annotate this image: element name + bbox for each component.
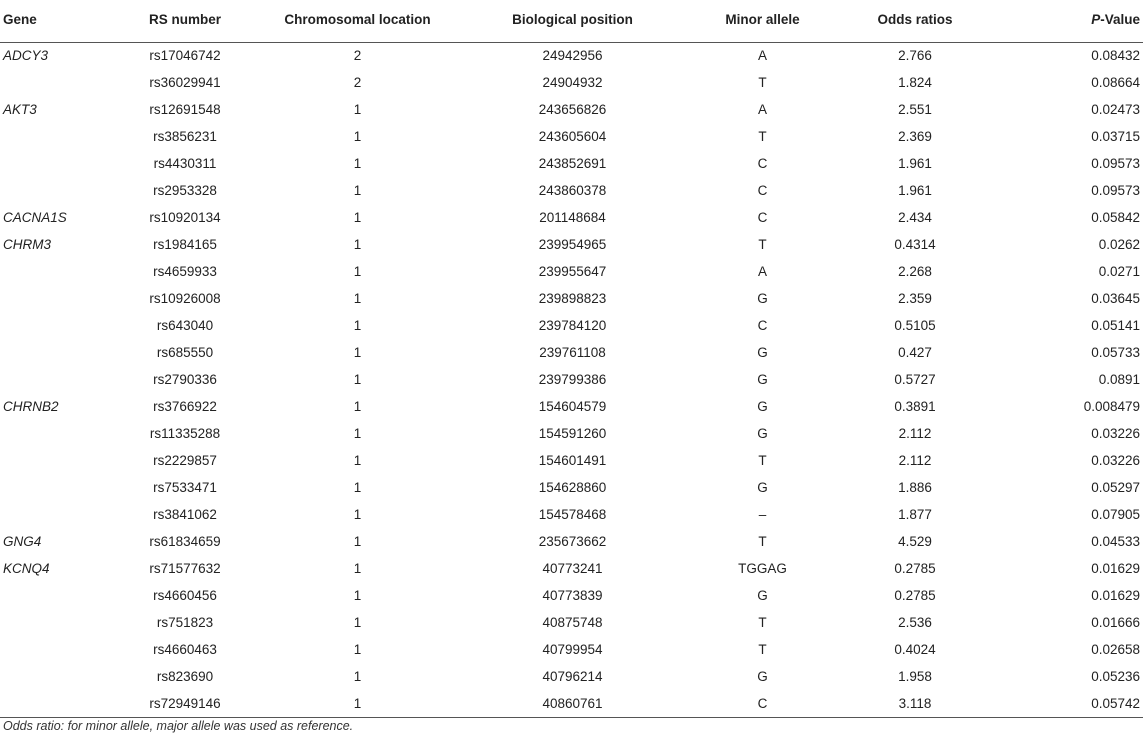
cell-biological-position: 239784120 (538, 318, 607, 333)
cell-minor-allele: G (757, 399, 768, 414)
cell-minor-allele: TGGAG (738, 561, 787, 576)
cell-minor-allele: T (758, 534, 767, 549)
cell-rs-number: rs72949146 (110, 690, 260, 717)
cell-minor-allele: G (757, 345, 768, 360)
cell-chromosomal-location: 1 (353, 426, 362, 441)
cell-chromosomal-location: 1 (353, 642, 362, 657)
table-row (0, 339, 1143, 366)
cell-rs-number: rs3841062 (153, 507, 217, 522)
table-row (0, 285, 1143, 312)
table-row (0, 69, 1143, 96)
cell-chromosomal-location: 1 (353, 102, 362, 117)
cell-odds-ratio: 0.4314 (894, 237, 936, 252)
cell-minor-allele: T (758, 237, 767, 252)
cell-chromosomal-location: 1 (353, 534, 362, 549)
cell-minor-allele: A (757, 264, 767, 279)
cell-p-value: 0.08432 (1091, 48, 1140, 64)
cell-odds-ratio: 2.369 (898, 129, 932, 144)
cell-biological-position: 239898823 (538, 291, 607, 306)
cell-chromosomal-location: 1 (353, 372, 362, 387)
cell-rs-number: rs71577632 (149, 561, 221, 576)
cell-rs-number: rs751823 (156, 615, 214, 630)
cell-p-value: 0.03226 (1091, 453, 1140, 468)
cell-minor-allele: G (757, 291, 768, 306)
cell-gene (0, 447, 110, 474)
header-minor-allele: Minor allele (690, 8, 835, 42)
cell-odds-ratio: 0.4024 (894, 642, 936, 657)
cell-chromosomal-location: 1 (353, 264, 362, 279)
table-row (0, 150, 1143, 177)
cell-biological-position: 40875748 (542, 615, 603, 630)
cell-p-value: 0.02473 (1091, 102, 1140, 117)
table-row (0, 501, 1143, 528)
cell-minor-allele: G (757, 426, 768, 441)
cell-biological-position: 239761108 (539, 345, 606, 360)
cell-biological-position: 154591260 (538, 426, 607, 441)
cell-p-value: 0.05733 (1091, 345, 1140, 360)
cell-gene: CACNA1S (3, 210, 67, 225)
cell-rs-number: rs643040 (156, 318, 214, 333)
cell-chromosomal-location: 1 (353, 183, 362, 198)
table-row (0, 420, 1143, 447)
cell-minor-allele: C (757, 210, 768, 225)
cell-biological-position: 40796214 (542, 669, 603, 684)
cell-odds-ratio: 1.824 (898, 75, 932, 90)
cell-gene (0, 636, 110, 663)
cell-chromosomal-location: 1 (353, 588, 362, 603)
cell-biological-position: 239955647 (538, 264, 607, 279)
table-row (0, 312, 1143, 339)
cell-chromosomal-location: 2 (353, 48, 362, 64)
cell-rs-number: rs685550 (156, 345, 214, 360)
cell-biological-position: 243605604 (538, 129, 607, 144)
cell-rs-number: rs2790336 (153, 372, 217, 387)
cell-odds-ratio: 2.551 (898, 102, 932, 117)
cell-chromosomal-location: 1 (353, 399, 362, 414)
cell-gene (0, 366, 110, 393)
cell-chromosomal-location: 1 (353, 345, 362, 360)
cell-p-value: 0.03645 (1091, 291, 1140, 306)
cell-minor-allele: C (757, 156, 768, 171)
cell-minor-allele: G (757, 372, 768, 387)
cell-p-value: 0.05141 (1091, 318, 1140, 333)
cell-rs-number: rs10920134 (149, 210, 221, 225)
cell-minor-allele: C (690, 690, 835, 717)
cell-gene: GNG4 (3, 534, 42, 549)
table-row (0, 177, 1143, 204)
cell-rs-number: rs10926008 (149, 291, 221, 306)
table-body (0, 42, 1143, 717)
cell-odds-ratio: 2.112 (898, 453, 932, 468)
cell-chromosomal-location: 1 (353, 210, 362, 225)
cell-biological-position: 40860761 (455, 690, 690, 717)
cell-minor-allele: – (758, 507, 767, 522)
cell-chromosomal-location: 1 (353, 129, 362, 144)
cell-chromosomal-location: 2 (353, 75, 362, 90)
cell-p-value: 0.05297 (1091, 480, 1140, 495)
cell-rs-number: rs2953328 (153, 183, 217, 198)
table-row (0, 474, 1143, 501)
cell-gene (0, 663, 110, 690)
cell-biological-position: 239799386 (538, 372, 607, 387)
cell-biological-position: 243656826 (538, 102, 607, 117)
cell-biological-position: 24904932 (542, 75, 603, 90)
cell-chromosomal-location: 1 (353, 480, 362, 495)
cell-biological-position: 24942956 (542, 48, 603, 64)
table-row (0, 555, 1143, 582)
cell-gene (0, 285, 110, 312)
cell-rs-number: rs4660456 (153, 588, 217, 603)
cell-p-value: 0.09573 (1091, 183, 1140, 198)
cell-gene: CHRNB2 (3, 399, 59, 414)
cell-biological-position: 154628860 (538, 480, 607, 495)
header-p-italic: P (1091, 12, 1101, 27)
cell-chromosomal-location: 1 (353, 237, 362, 252)
cell-gene (0, 177, 110, 204)
header-rs-number: RS number (110, 8, 260, 42)
cell-odds-ratio: 0.5727 (894, 372, 936, 387)
table-row (0, 393, 1143, 420)
cell-gene (0, 609, 110, 636)
cell-rs-number: rs61834659 (149, 534, 221, 549)
cell-p-value: 0.0262 (1098, 237, 1140, 252)
cell-odds-ratio: 1.961 (898, 183, 932, 198)
table-row (0, 663, 1143, 690)
cell-gene (0, 420, 110, 447)
header-biological-position: Biological position (455, 8, 690, 42)
cell-biological-position: 243860378 (538, 183, 607, 198)
cell-rs-number: rs4659933 (153, 264, 217, 279)
cell-biological-position: 40773241 (542, 561, 603, 576)
cell-rs-number: rs4660463 (153, 642, 217, 657)
table-row (0, 204, 1143, 231)
cell-odds-ratio: 2.359 (898, 291, 932, 306)
cell-odds-ratio: 1.958 (898, 669, 932, 684)
cell-gene (0, 501, 110, 528)
cell-rs-number: rs36029941 (149, 75, 221, 90)
table-row (0, 96, 1143, 123)
cell-p-value: 0.05236 (1091, 669, 1140, 684)
cell-rs-number: rs7533471 (153, 480, 217, 495)
table-row (0, 447, 1143, 474)
cell-biological-position: 235673662 (538, 534, 607, 549)
cell-p-value: 0.01629 (1091, 561, 1140, 576)
cell-odds-ratio: 2.112 (898, 426, 932, 441)
cell-minor-allele: G (757, 669, 768, 684)
cell-minor-allele: C (757, 183, 768, 198)
cell-minor-allele: T (758, 75, 767, 90)
cell-p-value: 0.0891 (1098, 372, 1140, 387)
cell-gene (0, 123, 110, 150)
cell-p-value: 0.07905 (1091, 507, 1140, 522)
table-row (0, 366, 1143, 393)
cell-biological-position: 40799954 (542, 642, 603, 657)
cell-biological-position: 40773839 (542, 588, 603, 603)
cell-biological-position: 243852691 (538, 156, 607, 171)
table-row (0, 690, 1143, 717)
cell-rs-number: rs823690 (156, 669, 214, 684)
cell-p-value: 0.01629 (1091, 588, 1140, 603)
table-row (0, 258, 1143, 285)
cell-minor-allele: C (757, 318, 768, 333)
table-row (0, 231, 1143, 258)
cell-odds-ratio: 0.2785 (894, 561, 936, 576)
cell-p-value: 0.008479 (1083, 399, 1140, 414)
cell-gene (0, 69, 110, 96)
cell-odds-ratio: 3.118 (835, 690, 995, 717)
header-row (0, 8, 1143, 42)
cell-chromosomal-location: 1 (353, 507, 362, 522)
cell-biological-position: 239954965 (538, 237, 607, 252)
cell-odds-ratio: 4.529 (898, 534, 932, 549)
cell-p-value: 0.05742 (995, 690, 1143, 717)
cell-gene (0, 690, 110, 717)
cell-odds-ratio: 1.886 (898, 480, 932, 495)
cell-minor-allele: T (758, 453, 767, 468)
cell-biological-position: 154601491 (538, 453, 607, 468)
cell-odds-ratio: 0.427 (898, 345, 932, 360)
cell-biological-position: 154604579 (538, 399, 607, 414)
cell-odds-ratio: 2.268 (898, 264, 932, 279)
cell-odds-ratio: 0.2785 (894, 588, 936, 603)
cell-chromosomal-location: 1 (260, 690, 455, 717)
cell-gene: CHRM3 (3, 237, 52, 252)
cell-minor-allele: G (757, 588, 768, 603)
cell-chromosomal-location: 1 (353, 156, 362, 171)
cell-odds-ratio: 1.961 (898, 156, 932, 171)
cell-p-value: 0.03226 (1091, 426, 1140, 441)
cell-p-value: 0.0271 (1098, 264, 1140, 279)
cell-biological-position: 201148684 (539, 210, 606, 225)
cell-p-value: 0.02658 (1091, 642, 1140, 657)
cell-rs-number: rs3856231 (153, 129, 217, 144)
cell-gene (0, 339, 110, 366)
cell-biological-position: 154578468 (538, 507, 607, 522)
cell-odds-ratio: 2.434 (898, 210, 932, 225)
table-row (0, 42, 1143, 69)
cell-minor-allele: A (757, 102, 767, 117)
cell-p-value: 0.03715 (1091, 129, 1140, 144)
cell-p-value: 0.01666 (1091, 615, 1140, 630)
cell-rs-number: rs4430311 (153, 156, 217, 171)
header-p-suffix: -Value (1100, 12, 1140, 27)
header-p-value (995, 8, 1143, 42)
cell-chromosomal-location: 1 (353, 291, 362, 306)
cell-gene (0, 258, 110, 285)
cell-minor-allele: T (758, 129, 767, 144)
cell-rs-number: rs17046742 (149, 48, 221, 64)
cell-odds-ratio: 0.3891 (894, 399, 936, 414)
cell-gene (0, 474, 110, 501)
cell-rs-number: rs1984165 (153, 237, 217, 252)
cell-minor-allele: G (757, 480, 768, 495)
cell-minor-allele: T (758, 615, 767, 630)
cell-chromosomal-location: 1 (353, 669, 362, 684)
cell-chromosomal-location: 1 (353, 453, 362, 468)
cell-rs-number: rs2229857 (153, 453, 217, 468)
cell-minor-allele: A (757, 48, 767, 64)
snp-table (0, 8, 1143, 718)
table-row (0, 582, 1143, 609)
cell-rs-number: rs11335288 (149, 426, 221, 441)
cell-gene (0, 582, 110, 609)
table-row (0, 528, 1143, 555)
table-row (0, 636, 1143, 663)
cell-p-value: 0.04533 (1091, 534, 1140, 549)
cell-p-value: 0.09573 (1091, 156, 1140, 171)
table-row (0, 123, 1143, 150)
header-gene: Gene (0, 8, 110, 42)
cell-chromosomal-location: 1 (353, 561, 362, 576)
cell-gene: AKT3 (3, 102, 37, 117)
cell-odds-ratio: 1.877 (898, 507, 932, 522)
cell-gene: KCNQ4 (3, 561, 50, 576)
cell-chromosomal-location: 1 (353, 615, 362, 630)
header-chromosomal-location: Chromosomal location (260, 8, 455, 42)
cell-gene (0, 150, 110, 177)
cell-rs-number: rs3766922 (153, 399, 217, 414)
cell-chromosomal-location: 1 (353, 318, 362, 333)
cell-p-value: 0.05842 (1091, 210, 1140, 225)
cell-gene (0, 312, 110, 339)
cell-gene: ADCY3 (3, 48, 49, 64)
cell-minor-allele: T (758, 642, 767, 657)
table-row (0, 609, 1143, 636)
header-odds-ratios: Odds ratios (835, 8, 995, 42)
cell-rs-number: rs12691548 (149, 102, 221, 117)
table-footnote: Odds ratio: for minor allele, major allele was used as reference. (3, 719, 354, 733)
cell-odds-ratio: 2.766 (898, 48, 932, 64)
cell-odds-ratio: 0.5105 (894, 318, 936, 333)
cell-p-value: 0.08664 (1091, 75, 1140, 90)
cell-odds-ratio: 2.536 (898, 615, 932, 630)
